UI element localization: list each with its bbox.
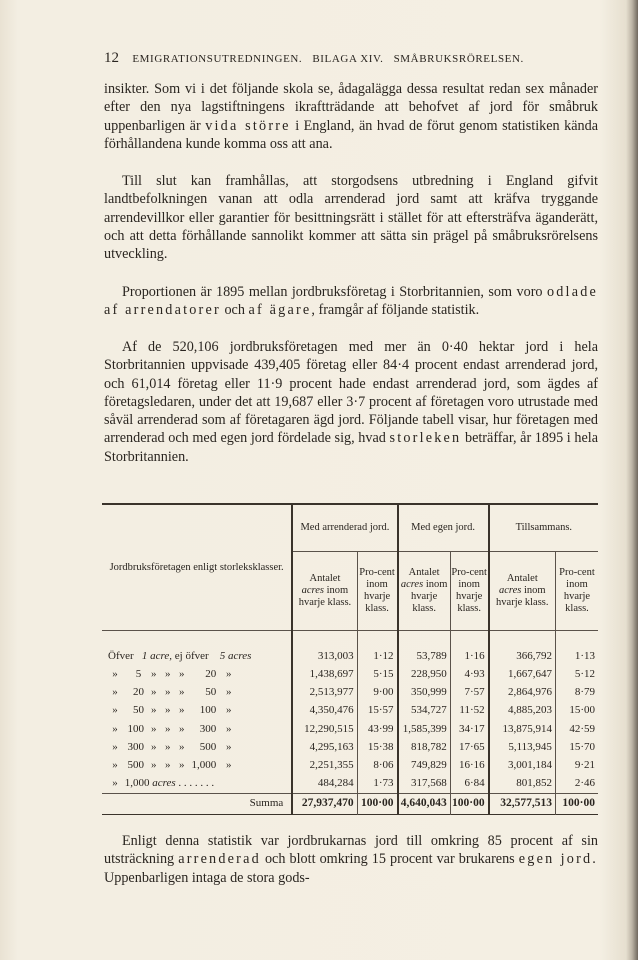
leased-pct: 15·57 <box>357 702 397 720</box>
leased-pct: 8·06 <box>357 756 397 774</box>
leased-pct: 1·12 <box>357 631 397 666</box>
ditto-mark: » <box>165 758 171 771</box>
sum-owned-pct: 100·00 <box>450 793 488 814</box>
owned-pct: 1·16 <box>450 631 488 666</box>
owned-count: 1,585,399 <box>398 720 451 738</box>
subheader-acres: acres <box>499 585 522 596</box>
total-pct: 8·79 <box>555 683 598 701</box>
paragraph-3 <box>104 283 598 320</box>
leased-count: 12,290,515 <box>292 720 357 738</box>
ditto-mark: » <box>112 758 118 771</box>
total-pct: 15·70 <box>555 738 598 756</box>
ditto-mark: » <box>151 740 157 753</box>
owned-count: 53,789 <box>398 631 451 666</box>
table-row <box>102 738 598 756</box>
label-from: 100 <box>127 722 144 735</box>
total-pct: 1·13 <box>555 631 598 666</box>
subheader-inom: inom hvarje klass. <box>411 579 448 614</box>
row-header-cell <box>102 504 292 631</box>
total-count: 4,885,203 <box>489 702 556 720</box>
table-row <box>102 774 598 793</box>
label-to: 500 <box>199 740 217 753</box>
label-to: 100 <box>199 704 217 717</box>
owned-pct: 11·52 <box>450 702 488 720</box>
paragraph-2 <box>104 172 598 263</box>
ditto-mark: » <box>179 740 185 753</box>
subheader-count-total <box>489 552 556 631</box>
ditto-mark: » <box>165 686 171 699</box>
owned-count: 818,782 <box>398 738 451 756</box>
running-header <box>104 50 604 67</box>
total-count: 13,875,914 <box>489 720 556 738</box>
leased-count: 313,003 <box>292 631 357 666</box>
group-header-leased: Med arrenderad jord. <box>292 504 397 552</box>
table-row <box>102 631 598 666</box>
total-pct: 5·12 <box>555 665 598 683</box>
ditto-mark: » <box>179 722 185 735</box>
subheader-pct-total: Pro-cent inom hvarje klass. <box>555 552 598 631</box>
label-to: 5 acres <box>219 649 252 662</box>
ditto-mark: » <box>226 758 232 771</box>
paragraph-4-emphasis: storleken <box>389 430 462 447</box>
paragraph-4-start: Af de 520,106 jordbruksföretagen med mer än 0·40 hektar jord i hela Storbritannien uppvisade 439,405 företag eller 84·4 procent endast arrenderad jord, och 61,014 företag eller 11·9 procent hade endast arrenderad jord, som ägdes af företagsledaren, under det att 19,687 eller 3·7 procent af företagen voro utrustade med såväl arrenderad som af företagaren ägd jord. Följande tabell visar, hur företagen med arrenderad och med egen jord fördelade sig, hvad <box>104 339 598 447</box>
owned-pct: 6·84 <box>450 774 488 793</box>
row-header-text: Jordbruksföretagen enligt storleksklasser. <box>109 561 284 573</box>
paragraph-1-end: i England, än hvad de förut genom statistiken kända förhållandena kunde komma oss att ana. <box>104 117 599 152</box>
owned-pct: 34·17 <box>450 720 488 738</box>
table-row <box>102 720 598 738</box>
ditto-mark: » <box>226 740 232 753</box>
label-to: 20 <box>205 668 217 681</box>
subheader-antalet: Antalet <box>309 573 341 584</box>
total-count: 801,852 <box>489 774 556 793</box>
statistics-table <box>102 503 598 815</box>
paragraph-1 <box>104 80 598 153</box>
leased-count: 4,295,163 <box>292 738 357 756</box>
owned-count: 317,568 <box>398 774 451 793</box>
owned-count: 350,999 <box>398 683 451 701</box>
total-pct: 42·59 <box>555 720 598 738</box>
label-from: 1 acre, <box>141 649 173 662</box>
ditto-mark: » <box>179 704 185 717</box>
size-class-label <box>102 756 292 774</box>
label-to: 50 <box>205 686 217 699</box>
running-title: EMIGRATIONSUTREDNINGEN. BILAGA XIV. SMÅBRUKSRÖRELSEN. <box>132 53 524 65</box>
table-row <box>102 665 598 683</box>
leased-pct: 15·38 <box>357 738 397 756</box>
paragraph-3-emphasis-1: odlade af arrendatorer <box>104 284 598 319</box>
ditto-mark: » <box>165 704 171 717</box>
ditto-mark: » <box>226 668 232 681</box>
size-class-label <box>102 683 292 701</box>
ditto-mark: » <box>112 686 118 699</box>
sum-owned-count: 4,640,043 <box>398 793 451 814</box>
ditto-mark: » <box>179 758 185 771</box>
total-count: 366,792 <box>489 631 556 666</box>
label-ofver: Öfver <box>108 649 134 662</box>
label-ej-ofver: ej öfver <box>174 649 209 662</box>
table-row <box>102 683 598 701</box>
paragraph-5-start: Enligt denna statistik var jordbrukarnas jord till omkring 85 procent af sin utsträckning <box>104 833 598 868</box>
total-pct: 9·21 <box>555 756 598 774</box>
total-count: 1,667,647 <box>489 665 556 683</box>
label-from: 1,000 <box>124 777 150 790</box>
ditto-mark: » <box>151 704 157 717</box>
total-count: 5,113,945 <box>489 738 556 756</box>
label-from: 5 <box>135 668 142 681</box>
group-header-owned: Med egen jord. <box>398 504 489 552</box>
subheader-acres: acres <box>400 579 424 590</box>
leased-count: 4,350,476 <box>292 702 357 720</box>
label-to: 300 <box>199 722 217 735</box>
leader-dots: . . . . . . . <box>178 777 215 790</box>
subheader-pct-owned: Pro-cent inom hvarje klass. <box>450 552 488 631</box>
total-pct: 15·00 <box>555 702 598 720</box>
subheader-antalet: Antalet <box>506 573 538 584</box>
label-from: 50 <box>133 704 144 717</box>
subheader-pct-leased: Pro-cent inom hvarje klass. <box>357 552 397 631</box>
paragraph-3-emphasis-2: af ägare <box>248 302 312 319</box>
label-from: 500 <box>127 758 144 771</box>
paragraph-1-emphasis: vida större <box>205 117 291 134</box>
table-row <box>102 702 598 720</box>
paragraph-1-text: insikter. Som vi i det följande skola se, ådagalägga dessa resultat redan sex månader efter den nya lagstiftningens ikraftträdande att behofvet af jord för småbruk uppenbarligen är <box>104 81 598 134</box>
ditto-mark: » <box>151 668 157 681</box>
label-to: 1,000 <box>191 758 217 771</box>
ditto-mark: » <box>112 668 118 681</box>
total-count: 3,001,184 <box>489 756 556 774</box>
sum-leased-count: 27,937,470 <box>292 793 357 814</box>
subheader-inom: inom hvarje klass. <box>298 585 352 608</box>
leased-count: 1,438,697 <box>292 665 357 683</box>
paragraph-5-emphasis-2: egen jord. <box>518 851 599 868</box>
size-class-label <box>102 738 292 756</box>
size-class-label <box>102 665 292 683</box>
paragraph-5-emphasis-1: arrenderad <box>178 851 261 868</box>
ditto-mark: » <box>112 740 118 753</box>
ditto-mark: » <box>226 722 232 735</box>
subheader-acres: acres <box>301 585 324 596</box>
paragraph-4 <box>104 338 598 466</box>
page-number: 12 <box>104 50 119 66</box>
leased-count: 2,251,355 <box>292 756 357 774</box>
ditto-mark: » <box>151 758 157 771</box>
table-row <box>102 756 598 774</box>
sum-leased-pct: 100·00 <box>357 793 397 814</box>
ditto-mark: » <box>165 668 171 681</box>
ditto-mark: » <box>165 722 171 735</box>
ditto-mark: » <box>112 722 118 735</box>
ditto-mark: » <box>226 704 232 717</box>
label-from: 20 <box>133 686 144 699</box>
ditto-mark: » <box>179 686 185 699</box>
owned-count: 534,727 <box>398 702 451 720</box>
size-class-label <box>102 720 292 738</box>
owned-pct: 7·57 <box>450 683 488 701</box>
owned-pct: 4·93 <box>450 665 488 683</box>
paragraph-4-end: beträffar, år 1895 i hela Storbritannien. <box>104 430 599 465</box>
leased-count: 484,284 <box>292 774 357 793</box>
subheader-count-leased <box>292 552 357 631</box>
sum-label: Summa <box>102 793 292 814</box>
ditto-mark: » <box>112 704 118 717</box>
leased-pct: 5·15 <box>357 665 397 683</box>
size-class-label <box>102 702 292 720</box>
paragraph-5-mid: och blott omkring 15 procent var brukarens <box>264 851 515 868</box>
label-acres: acres <box>152 777 176 790</box>
sum-total-count: 32,577,513 <box>489 793 556 814</box>
ditto-mark: » <box>112 777 118 790</box>
paragraph-2-text: Till slut kan framhållas, att storgodsens utbredning i England gifvit landtbefolkningen vanan att odla arrenderad jord samt att kräfva tryggande arrendevillkor eller garantier för besittningsrätt i stället för att eftersträfva äganderätt, och att detta förhållande sannolikt kommer att sätta sin prägel på småbruksrörelsens utveckling. <box>104 173 598 263</box>
size-class-label <box>102 774 292 793</box>
owned-pct: 17·65 <box>450 738 488 756</box>
table-sum-row <box>102 793 598 814</box>
paragraph-5-end: Uppenbarligen intaga de stora gods- <box>104 869 310 886</box>
ditto-mark: » <box>226 686 232 699</box>
leased-pct: 1·73 <box>357 774 397 793</box>
leased-pct: 43·99 <box>357 720 397 738</box>
owned-count: 749,829 <box>398 756 451 774</box>
total-pct: 2·46 <box>555 774 598 793</box>
subheader-inom: inom hvarje klass. <box>496 585 549 608</box>
owned-count: 228,950 <box>398 665 451 683</box>
ditto-mark: » <box>179 668 185 681</box>
total-count: 2,864,976 <box>489 683 556 701</box>
leased-count: 2,513,977 <box>292 683 357 701</box>
leased-pct: 9·00 <box>357 683 397 701</box>
ditto-mark: » <box>165 740 171 753</box>
paragraph-3-start: Proportionen är 1895 mellan jordbruksföretag i Storbritannien, som voro <box>122 284 543 300</box>
size-class-label <box>102 631 292 666</box>
sum-total-pct: 100·00 <box>555 793 598 814</box>
ditto-mark: » <box>151 722 157 735</box>
subheader-antalet: Antalet <box>408 567 440 578</box>
owned-pct: 16·16 <box>450 756 488 774</box>
paragraph-5 <box>104 832 598 887</box>
paragraph-3-mid: och <box>224 302 245 319</box>
group-header-total: Tillsammans. <box>489 504 598 552</box>
label-from: 300 <box>127 740 144 753</box>
subheader-count-owned <box>398 552 451 631</box>
ditto-mark: » <box>151 686 157 699</box>
paragraph-3-end: , framgår af följande statistik. <box>311 302 480 319</box>
